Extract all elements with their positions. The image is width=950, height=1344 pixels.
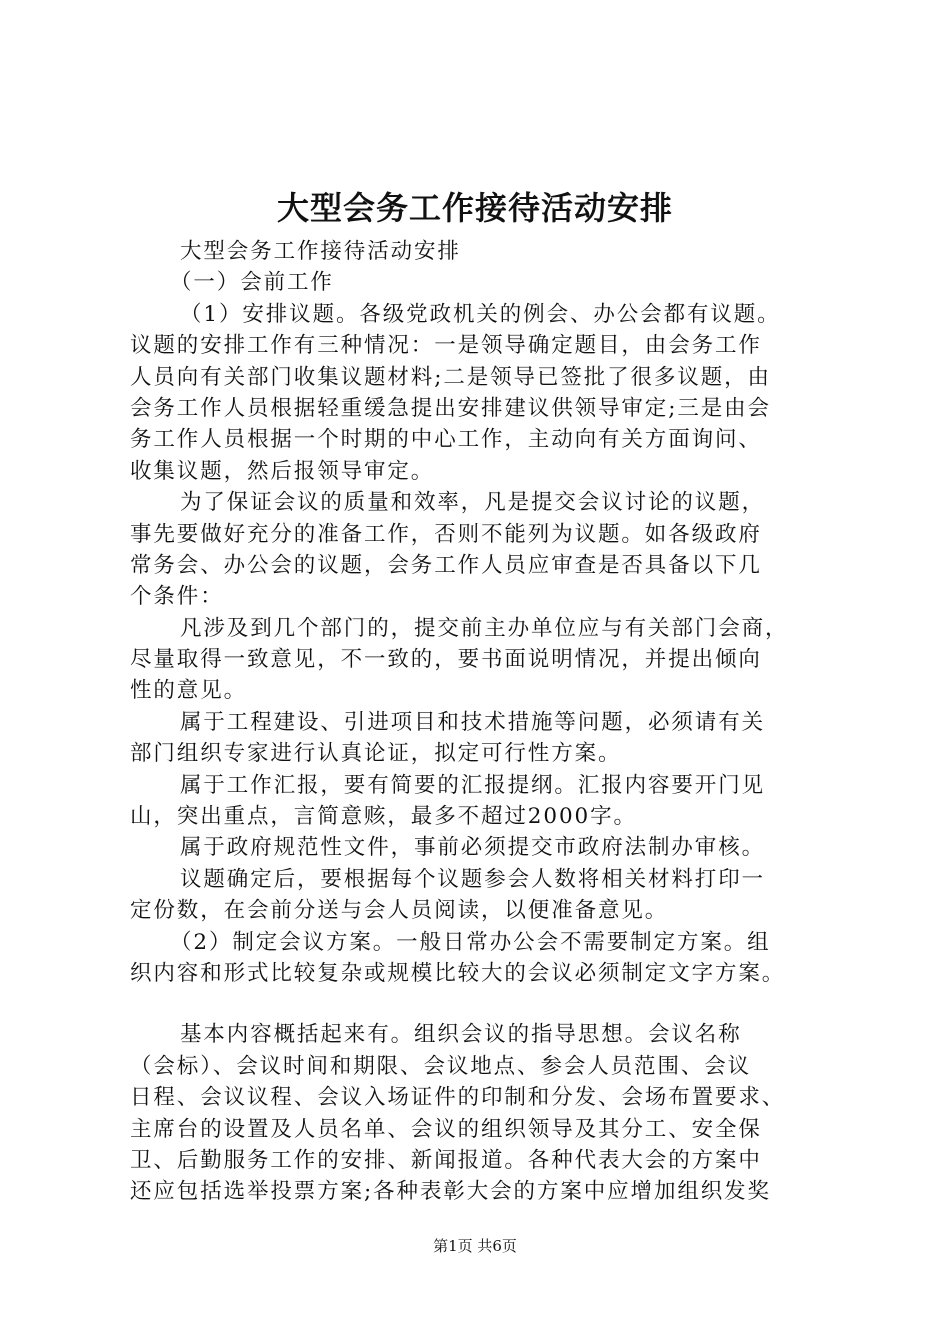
paragraph-line: 议题确定后，要根据每个议题参会人数将相关材料打印一 [180, 866, 766, 892]
paragraph-line: 个条件： [130, 584, 224, 610]
paragraph-gap [130, 989, 830, 1019]
paragraph-line: 人员向有关部门收集议题材料;二是领导已签批了很多议题，由 [130, 364, 771, 390]
section-heading: （一）会前工作 [170, 270, 334, 296]
paragraph-line: 事先要做好充分的准备工作，否则不能列为议题。如各级政府 [130, 521, 762, 547]
document-body [130, 236, 830, 1208]
paragraph-line: 织内容和形式比较复杂或规模比较大的会议必须制定文字方案。 [130, 960, 786, 986]
paragraph-line: 主席台的设置及人员名单、会议的组织领导及其分工、安全保 [130, 1116, 762, 1142]
paragraph-line: 山，突出重点，言简意赅，最多不超过2000字。 [130, 804, 637, 830]
paragraph-line: 常务会、办公会的议题，会务工作人员应审查是否具备以下几 [130, 552, 762, 578]
paragraph-line: （1）安排议题。各级党政机关的例会、办公会都有议题。 [180, 301, 781, 327]
paragraph-line: 尽量取得一致意见，不一致的，要书面说明情况，并提出倾向 [130, 647, 762, 673]
paragraph-line: 定份数，在会前分送与会人员阅读，以便准备意见。 [130, 898, 669, 924]
paragraph-line: 议题的安排工作有三种情况：一是领导确定题目，由会务工作 [130, 333, 762, 359]
paragraph-line: 还应包括选举投票方案;各种表彰大会的方案中应增加组织发奖 [130, 1179, 771, 1205]
paragraph-line: 收集议题，然后报领导审定。 [130, 458, 435, 484]
paragraph-line: 性的意见。 [130, 678, 248, 704]
paragraph-line: 卫、后勤服务工作的安排、新闻报道。各种代表大会的方案中 [130, 1147, 762, 1173]
paragraph-line: 部门组织专家进行认真论证，拟定可行性方案。 [130, 741, 622, 767]
paragraph-line: 凡涉及到几个部门的，提交前主办单位应与有关部门会商， [180, 615, 789, 641]
paragraph-line: 为了保证会议的质量和效率，凡是提交会议讨论的议题， [180, 490, 766, 516]
paragraph-line: 属于工作汇报，要有简要的汇报提纲。汇报内容要开门见 [180, 772, 766, 798]
paragraph-line: 属于政府规范性文件，事前必须提交市政府法制办审核。 [180, 835, 766, 861]
paragraph-line: 属于工程建设、引进项目和技术措施等问题，必须请有关 [180, 709, 766, 735]
paragraph-line: （2）制定会议方案。一般日常办公会不需要制定方案。组 [170, 929, 771, 955]
paragraph-line: 会务工作人员根据轻重缓急提出安排建议供领导审定;三是由会 [130, 395, 771, 421]
paragraph-line: （会标）、会议时间和期限、会议地点、参会人员范围、会议 [130, 1053, 752, 1079]
document-title: 大型会务工作接待活动安排 [276, 189, 673, 227]
paragraph-line: 务工作人员根据一个时期的中心工作，主动向有关方面询问、 [130, 427, 762, 453]
page-footer: 第1页 共6页 [433, 1237, 517, 1255]
paragraph-line: 日程、会议议程、会议入场证件的印制和分发、会场布置要求、 [130, 1085, 786, 1111]
paragraph-line: 基本内容概括起来有。组织会议的指导思想。会议名称 [180, 1022, 742, 1048]
subtitle-line: 大型会务工作接待活动安排 [180, 239, 461, 264]
